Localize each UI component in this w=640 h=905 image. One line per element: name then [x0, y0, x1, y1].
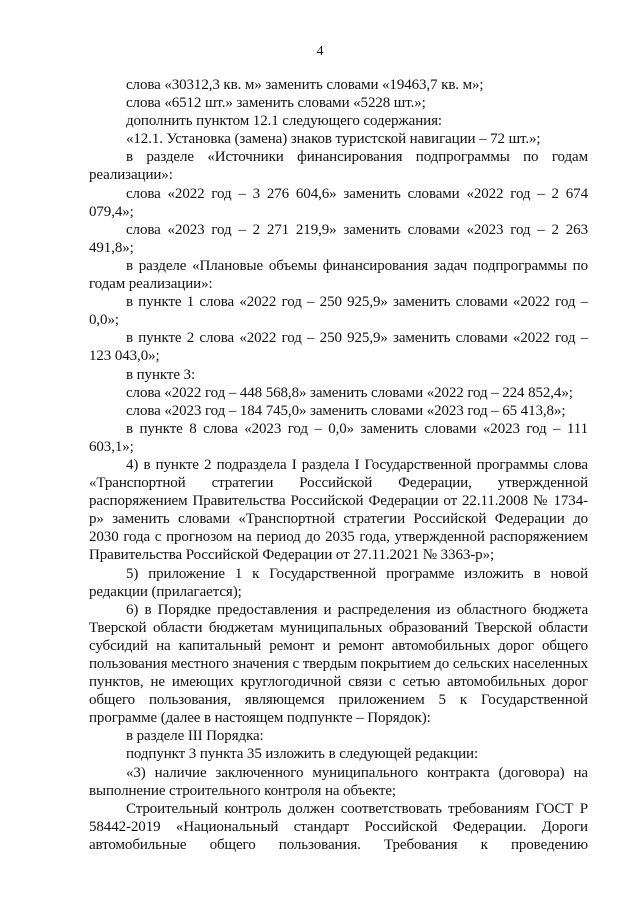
paragraph: 6) в Порядке предоставления и распределения из областного бюджета Тверской области бюджетам муниципальных образований Тверской области субсидий на капитальный ремонт и ремонт автомобильных дорог общего пользования местного значения с твердым покрытием до сельских населенных пунктов, не имеющих круглогодичной связи с сетью автомобильных дорог общего пользования, являющемся приложением 5 к Государственной программе (далее в настоящем подпункте – Порядок): [89, 601, 588, 727]
paragraph: «12.1. Установка (замена) знаков туристской навигации – 72 шт.»; [126, 131, 541, 148]
paragraph: 4) в пункте 2 подраздела I раздела I Государственной программы слова «Транспортной стратегии Российской Федерации, утвержденной распоряжением Правительства Российской Федерации от 22.11.2008 № 1734-р» заменить словами «Транспортной стратегии Российской Федерации до 2030 года с прогнозом на период до 2035 года, утвержденной распоряжением Правительства Российской Федерации от 27.11.2021 № 3363-р»; [89, 456, 588, 564]
paragraph: «3) наличие заключенного муниципального контракта (договора) на выполнение строительного контроля на объекте; [89, 764, 588, 799]
paragraph: подпункт 3 пункта 35 изложить в следующей редакции: [126, 746, 479, 763]
paragraph: слова «30312,3 кв. м» заменить словами «19463,7 кв. м»; [126, 77, 484, 93]
page-number: 4 [316, 44, 324, 59]
paragraph: Строительный контроль должен соответствовать требованиям ГОСТ Р 58442-2019 «Национальный стандарт Российской Федерации. Дороги автомобильные общего пользования. Требования к проведению [89, 800, 588, 853]
paragraph: 5) приложение 1 к Государственной программе изложить в новой редакции (прилагается); [89, 565, 588, 600]
paragraph: слова «2022 год – 448 568,8» заменить словами «2022 год – 224 852,4»; [126, 384, 573, 401]
paragraph: в пункте 1 слова «2022 год – 250 925,9» заменить словами «2022 год – 0,0»; [89, 294, 588, 329]
paragraph: в разделе «Плановые объемы финансирования задач подпрограммы по годам реализации»: [89, 257, 588, 293]
paragraph: дополнить пунктом 12.1 следующего содержания: [126, 113, 442, 130]
document-body [89, 76, 588, 854]
paragraph: в пункте 8 слова «2023 год – 0,0» заменить словами «2023 год – 111 603,1»; [89, 420, 588, 455]
paragraph: слова «2022 год – 3 276 604,6» заменить словами «2022 год – 2 674 079,4»; [89, 185, 588, 220]
paragraph: слова «2023 год – 2 271 219,9» заменить словами «2023 год – 2 263 491,8»; [89, 221, 588, 256]
paragraph: в разделе III Порядка: [126, 728, 264, 745]
paragraph: в разделе «Источники финансирования подпрограммы по годам реализации»: [89, 149, 588, 184]
paragraph: слова «6512 шт.» заменить словами «5228 шт.»; [126, 95, 426, 112]
paragraph: в пункте 2 слова «2022 год – 250 925,9» заменить словами «2022 год – 123 043,0»; [89, 330, 588, 365]
paragraph: в пункте 3: [126, 366, 196, 383]
paragraph: слова «2023 год – 184 745,0» заменить словами «2023 год – 65 413,8»; [126, 402, 566, 419]
